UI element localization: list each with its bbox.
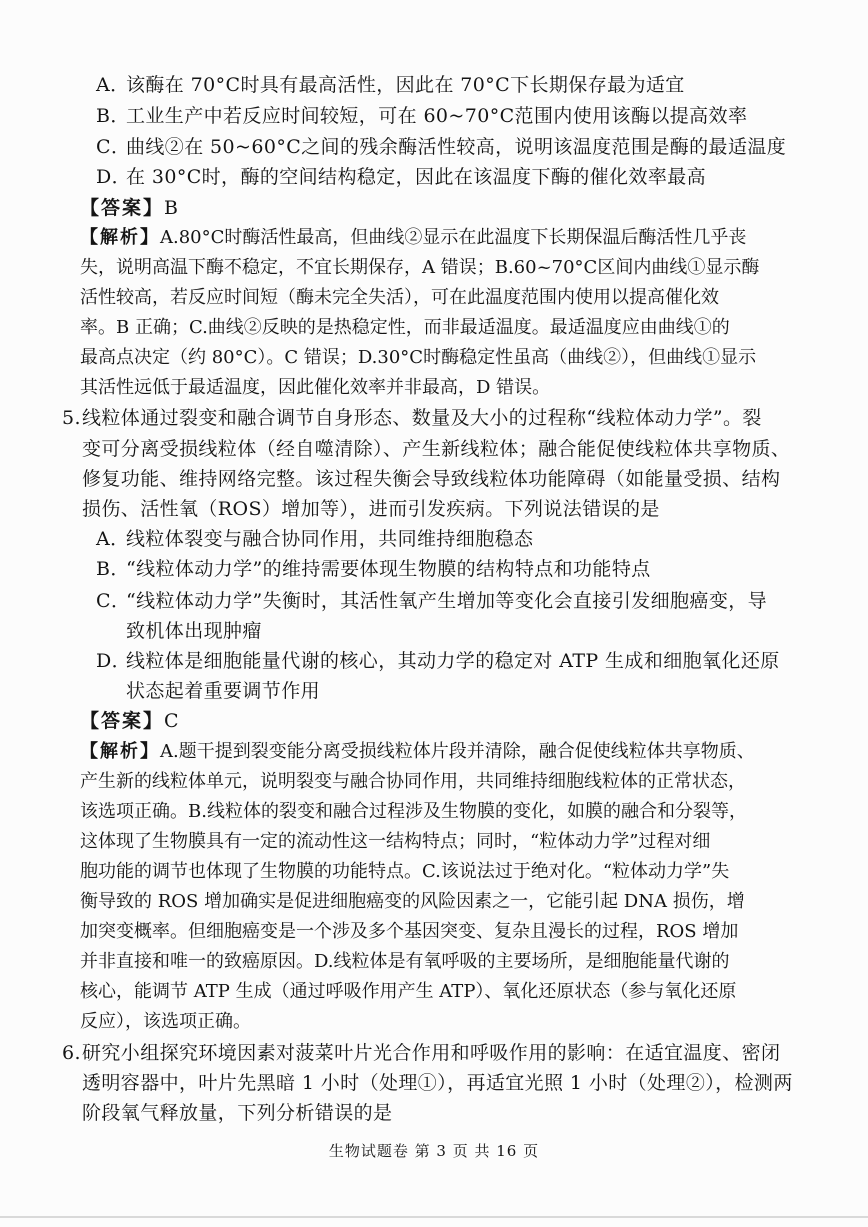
option-letter: B． xyxy=(96,105,130,127)
q5-analysis-line: 该选项正确。B.线粒体的裂变和融合过程涉及生物膜的变化，如膜的融合和分裂等， xyxy=(80,801,747,822)
q5-analysis-line: 并非直接和唯一的致癌原因。D.线粒体是有氧呼吸的主要场所，是细胞能量代谢的 xyxy=(80,951,730,972)
q6-stem-line: 阶段氧气释放量，下列分析错误的是 xyxy=(82,1102,393,1124)
q5-option-d xyxy=(96,648,780,674)
q5-answer xyxy=(80,708,179,734)
q5-stem-line: 修复功能、维持网络完整。该过程失衡会导致线粒体功能障碍（如能量受损、结构 xyxy=(82,468,781,490)
q6-stem-line: 6.研究小组探究环境因素对菠菜叶片光合作用和呼吸作用的影响：在适宜温度、密闭 xyxy=(62,1042,781,1064)
q5-option-a xyxy=(96,526,533,552)
q4-analysis-line: 其活性远低于最适温度，因此催化效率并非最高，D 错误。 xyxy=(80,377,551,398)
question-number: 6. xyxy=(62,1042,81,1064)
q4-option-a xyxy=(96,72,685,98)
q4-option-d xyxy=(96,164,706,190)
q5-stem-line: 变可分离受损线粒体（经自噬清除）、产生新线粒体；融合能促使线粒体共享物质、 xyxy=(82,438,791,460)
option-text: 在 30°C时，酶的空间结构稳定，因此在该温度下酶的催化效率最高 xyxy=(126,166,707,188)
option-letter: A． xyxy=(96,74,130,96)
option-text: 线粒体裂变与融合协同作用，共同维持细胞稳态 xyxy=(126,528,534,550)
q5-analysis-line: 反应），该选项正确。 xyxy=(80,1011,251,1032)
q4-analysis-line: 率。B 正确；C.曲线②反映的是热稳定性，而非最适温度。最适温度应由曲线①的 xyxy=(80,317,730,338)
q4-analysis-line: 失，说明高温下酶不稳定，不宜长期保存，A 错误；B.60~70°C区间内曲线①显示酶 xyxy=(80,257,760,278)
answer-label: 【答案】 xyxy=(80,710,165,732)
option-text: “线粒体动力学”失衡时，其活性氧产生增加等变化会直接引发细胞癌变，导 xyxy=(126,590,768,612)
option-letter: D． xyxy=(96,650,132,672)
option-text: 曲线②在 50~60°C之间的残余酶活性较高，说明该温度范围是酶的最适温度 xyxy=(126,136,787,158)
page-footer: 生物试题卷 第 3 页 共 16 页 xyxy=(328,1142,540,1160)
q5-option-d-cont: 状态起着重要调节作用 xyxy=(126,680,321,702)
option-text: “线粒体动力学”的维持需要体现生物膜的结构特点和功能特点 xyxy=(126,558,651,580)
q4-option-b xyxy=(96,103,747,129)
q4-analysis-line: 活性较高，若反应时间短（酶未完全失活），可在此温度范围内使用以提高催化效 xyxy=(80,287,719,308)
q5-option-b xyxy=(96,556,651,582)
q5-analysis-line: 胞功能的调节也体现了生物膜的功能特点。C.该说法过于绝对化。“粒体动力学”失 xyxy=(80,861,730,882)
question-number: 5. xyxy=(62,407,81,429)
option-letter: C． xyxy=(96,136,131,158)
q4-answer xyxy=(80,195,178,221)
q4-analysis-line: 最高点决定（约 80°C）。C 错误；D.30°C时酶稳定性虽高（曲线②），但曲线①显示 xyxy=(80,347,757,368)
option-letter: B． xyxy=(96,558,130,580)
bottom-divider xyxy=(0,1216,868,1218)
q5-analysis-line: 这体现了生物膜具有一定的流动性这一结构特点；同时，“粒体动力学”过程对细 xyxy=(80,831,711,852)
q5-analysis-line: 【解析】A.题干提到裂变能分离受损线粒体片段并清除，融合促使线粒体共享物质、 xyxy=(80,741,755,762)
q5-stem-line: 损伤、活性氧（ROS）增加等），进而引发疾病。下列说法错误的是 xyxy=(82,498,660,520)
analysis-label: 【解析】 xyxy=(80,741,160,762)
q5-option-c xyxy=(96,588,767,614)
q4-option-c xyxy=(96,134,786,160)
q5-analysis-line: 衡导致的 ROS 增加确实是促进细胞癌变的风险因素之一，它能引起 DNA 损伤，增 xyxy=(80,891,745,912)
q5-stem-line: 5.线粒体通过裂变和融合调节自身形态、数量及大小的过程称“线粒体动力学”。裂 xyxy=(62,407,762,429)
option-letter: A． xyxy=(96,528,130,550)
analysis-label: 【解析】 xyxy=(80,227,160,248)
q6-stem-line: 透明容器中，叶片先黑暗 1 小时（处理①），再适宜光照 1 小时（处理②），检测两 xyxy=(82,1072,793,1094)
option-letter: D． xyxy=(96,166,132,188)
q5-analysis-line: 产生新的线粒体单元，说明裂变与融合协同作用，共同维持细胞线粒体的正常状态， xyxy=(80,771,746,792)
answer-label: 【答案】 xyxy=(80,197,165,219)
answer-value: B xyxy=(164,197,179,219)
q5-analysis-line: 核心，能调节 ATP 生成（通过呼吸作用产生 ATP）、氧化还原状态（参与氧化还原 xyxy=(80,981,737,1002)
q5-analysis-line: 加突变概率。但细胞癌变是一个涉及多个基因突变、复杂且漫长的过程，ROS 增加 xyxy=(80,921,739,942)
option-text: 工业生产中若反应时间较短，可在 60~70°C范围内使用该酶以提高效率 xyxy=(126,105,748,127)
option-text: 该酶在 70°C时具有最高活性，因此在 70°C下长期保存最为适宜 xyxy=(126,74,685,96)
option-text: 线粒体是细胞能量代谢的核心，其动力学的稳定对 ATP 生成和细胞氧化还原 xyxy=(126,650,780,672)
q5-option-c-cont: 致机体出现肿瘤 xyxy=(126,620,262,642)
q4-analysis-line: 【解析】A.80°C时酶活性最高，但曲线②显示在此温度下长期保温后酶活性几乎丧 xyxy=(80,227,747,248)
option-letter: C． xyxy=(96,590,131,612)
answer-value: C xyxy=(164,710,179,732)
